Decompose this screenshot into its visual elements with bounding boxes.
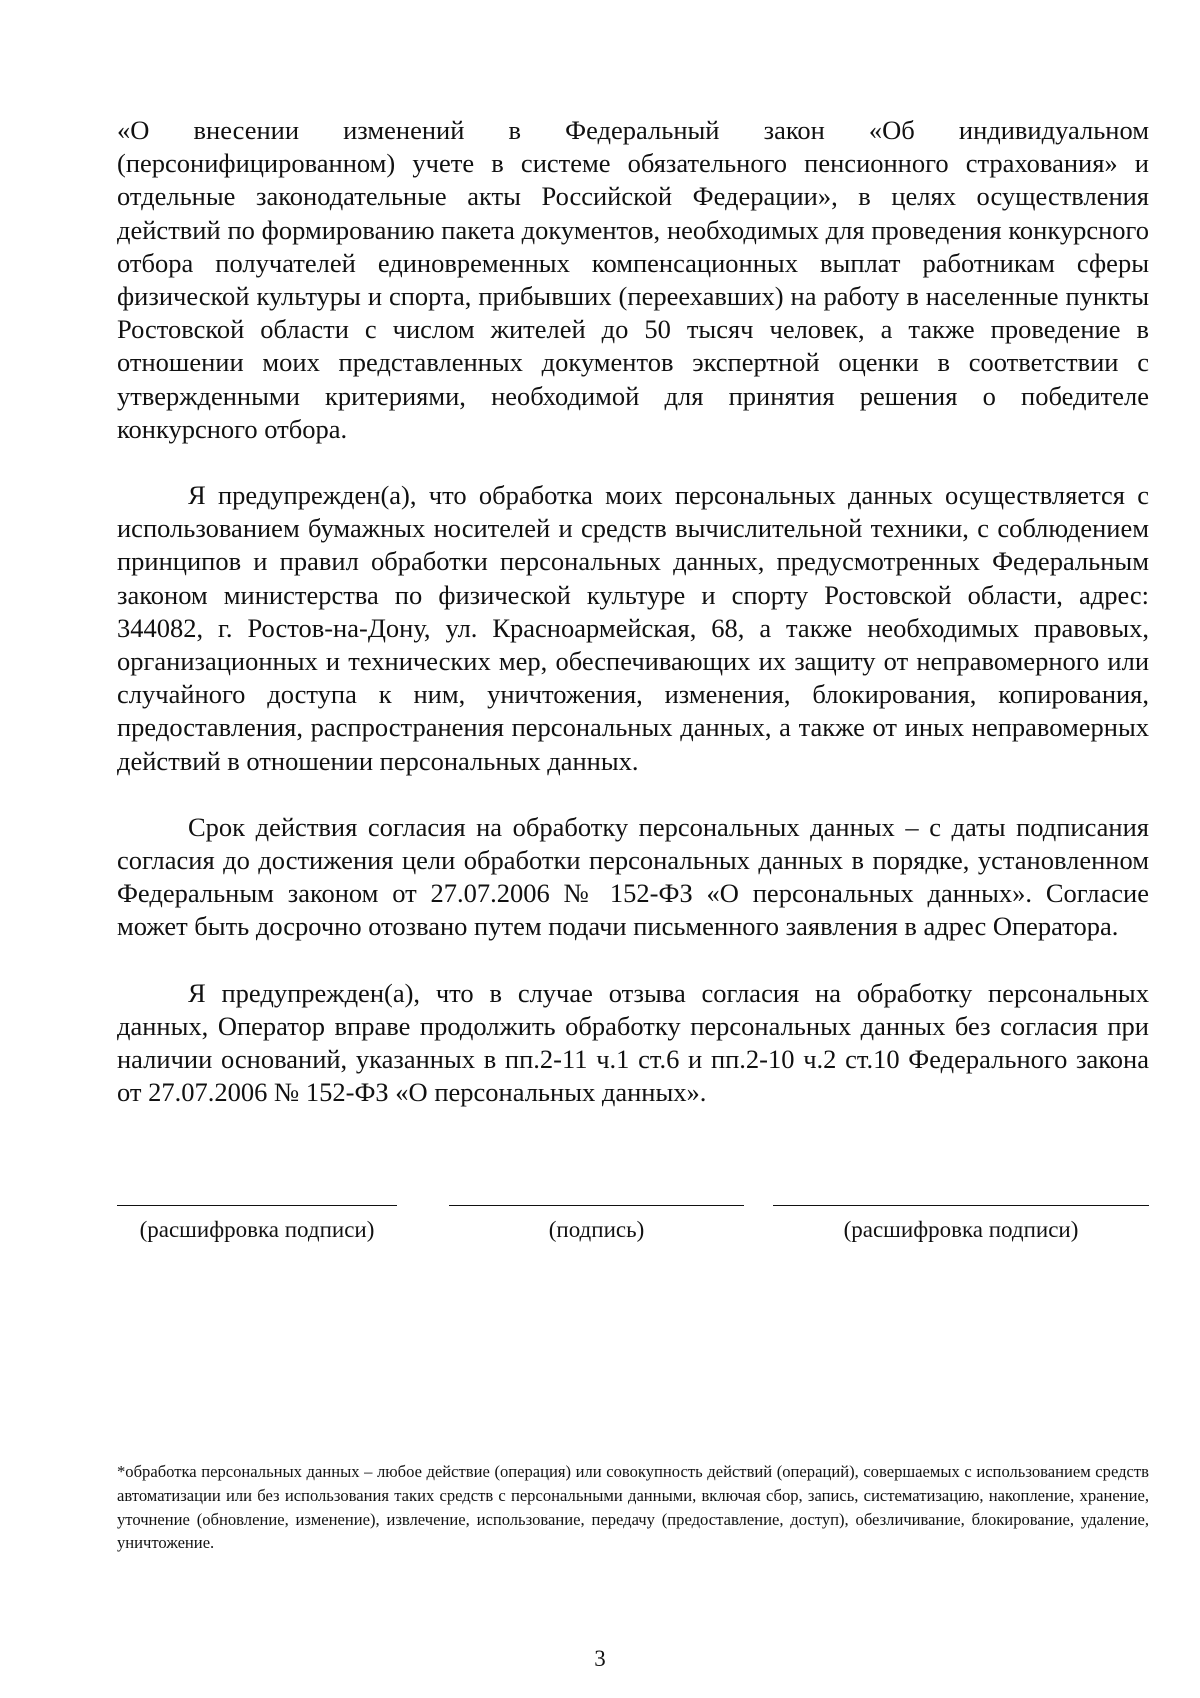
signature-caption: (расшифровка подписи) [139, 1217, 375, 1242]
footnote: *обработка персональных данных – любое действие (операция) или совокупность действий (операций), совершаемых с использованием средств автоматизации или без использования таких средств с персональными данными, включая сбор, запись, систематизацию, накопление, хранение, уточнение (обновление, изменение), извлечение, использование, передачу (предоставление, доступ), обезличивание, блокирование, удаление, уничтожение. [117, 1462, 1149, 1553]
document-body [117, 114, 1149, 1109]
signature-caption: (подпись) [548, 1217, 645, 1242]
page-number: 3 [594, 1646, 606, 1671]
signature-line [449, 1205, 744, 1206]
signature-block [0, 1205, 1200, 1265]
signature-field-signature [449, 1205, 744, 1244]
paragraph-consent-withdrawal: Я предупрежден(а), что в случае отзыва согласия на обработку персональных данных, Оператор вправе продолжить обработку персональных данных без согласия при наличии оснований, указанных в пп.2-11 ч.1 ст.6 и пп.2-10 ч.2 ст.10 Федерального закона от 27.07.2006 № 152-ФЗ «О персональных данных». [117, 977, 1149, 1108]
paragraph-continuation: «О внесении изменений в Федеральный закон «Об индивидуальном (персонифицированном) учете в системе обязательного пенсионного страхования» и отдельные законодательные акты Российской Федерации», в целях осуществления действий по формированию пакета документов, необходимых для проведения конкурсного отбора получателей единовременных компенсационных выплат работникам сферы физической культуры и спорта, прибывших (переехавших) на работу в населенные пункты Ростовской области с числом жителей до 50 тысяч человек, а также проведение в отношении моих представленных документов экспертной оценки в соответствии с утвержденными критериями, необходимой для принятия решения о победителе конкурсного отбора. [117, 115, 1149, 444]
paragraph-consent-term: Срок действия согласия на обработку персональных данных – с даты подписания согласия до достижения цели обработки персональных данных в порядке, установленном Федеральным законом от 27.07.2006 № 152-ФЗ «О персональных данных». Согласие может быть досрочно отозвано путем подачи письменного заявления в адрес Оператора. [117, 811, 1149, 942]
paragraph-processing-warning: Я предупрежден(а), что обработка моих персональных данных осуществляется с использованием бумажных носителей и средств вычислительной техники, с соблюдением принципов и правил обработки персональных данных, предусмотренных Федеральным законом министерства по физической культуре и спорту Ростовской области, адрес: 344082, г. Ростов-на-Дону, ул. Красноармейская, 68, а также необходимых правовых, организационных и технических мер, обеспечивающих их защиту от неправомерного или случайного доступа к ним, уничтожения, изменения, блокирования, копирования, предоставления, распространения персональных данных, а также от иных неправомерных действий в отношении персональных данных. [117, 480, 1149, 776]
signature-field-name-left [117, 1205, 397, 1244]
signature-line [117, 1205, 397, 1206]
signature-caption: (расшифровка подписи) [843, 1217, 1079, 1242]
signature-line [773, 1205, 1149, 1206]
signature-field-name-right [773, 1205, 1149, 1244]
